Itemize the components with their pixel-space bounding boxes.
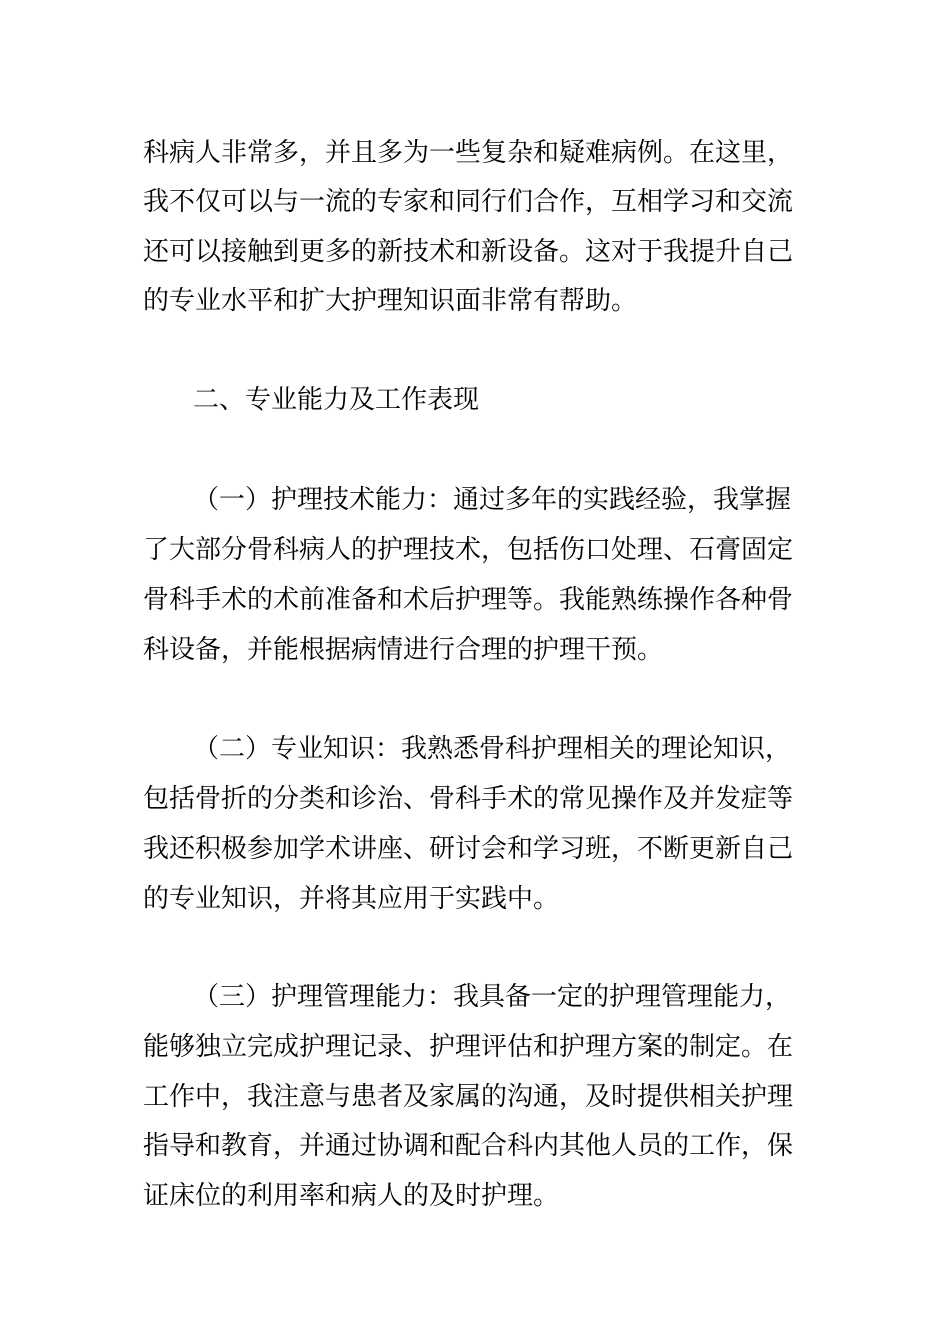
paragraph-3-line-2: 包括骨折的分类和诊治、骨科手术的常见操作及并发症等 bbox=[143, 784, 794, 814]
paragraph-4-line-3: 工作中，我注意与患者及家属的沟通，及时提供相关护理 bbox=[143, 1082, 794, 1112]
paragraph-3-line-1: （二）专业知识：我熟悉骨科护理相关的理论知识， bbox=[193, 734, 792, 764]
paragraph-1-line-2: 我不仅可以与一流的专家和同行们合作，互相学习和交流 bbox=[143, 187, 794, 217]
paragraph-4-line-1: （三）护理管理能力：我具备一定的护理管理能力， bbox=[193, 982, 792, 1012]
paragraph-1-line-1: 科病人非常多，并且多为一些复杂和疑难病例。在这里， bbox=[143, 138, 794, 168]
paragraph-1-line-4: 的专业水平和扩大护理知识面非常有帮助。 bbox=[143, 286, 638, 316]
paragraph-3-line-4: 的专业知识，并将其应用于实践中。 bbox=[143, 884, 560, 914]
paragraph-2-line-1: （一）护理技术能力：通过多年的实践经验，我掌握 bbox=[193, 485, 792, 515]
paragraph-4-line-2: 能够独立完成护理记录、护理评估和护理方案的制定。在 bbox=[143, 1032, 794, 1062]
paragraph-2-line-3: 骨科手术的术前准备和术后护理等。我能熟练操作各种骨 bbox=[143, 585, 794, 615]
paragraph-3-line-3: 我还积极参加学术讲座、研讨会和学习班，不断更新自己 bbox=[143, 834, 794, 864]
paragraph-1-line-3: 还可以接触到更多的新技术和新设备。这对于我提升自己 bbox=[143, 237, 794, 267]
paragraph-2-line-2: 了大部分骨科病人的护理技术，包括伤口处理、石膏固定 bbox=[143, 535, 794, 565]
paragraph-4-line-4: 指导和教育，并通过协调和配合科内其他人员的工作，保 bbox=[143, 1131, 794, 1161]
paragraph-4-line-5: 证床位的利用率和病人的及时护理。 bbox=[143, 1181, 560, 1211]
section-heading: 二、专业能力及工作表现 bbox=[193, 385, 480, 415]
paragraph-2-line-4: 科设备，并能根据病情进行合理的护理干预。 bbox=[143, 635, 664, 665]
